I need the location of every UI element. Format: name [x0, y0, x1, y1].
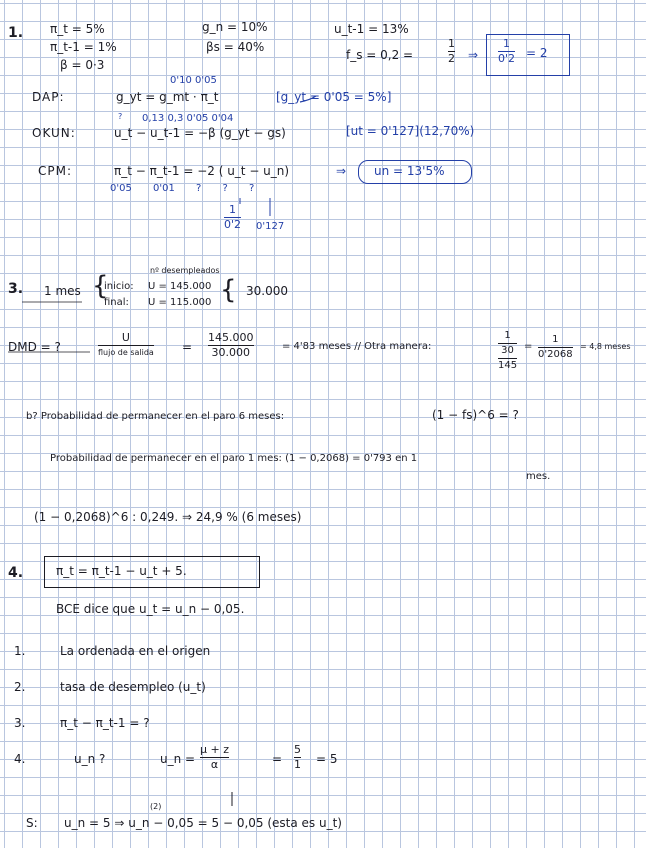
cpm-values: 0'05 0'01 ? ? ?	[110, 183, 255, 194]
item-number: 4.	[14, 752, 26, 766]
item4-lhs: u_n =	[160, 752, 196, 766]
item-text: u_n ?	[74, 752, 106, 766]
fraction-numerator: 1	[229, 203, 237, 216]
item4-fraction-2	[294, 744, 301, 771]
fraction-numerator: 1	[503, 37, 511, 50]
item4-fraction	[200, 744, 229, 771]
fraction-denominator: flujo de salida	[98, 348, 154, 357]
final-value: U = 115.000	[148, 297, 212, 308]
fs-half-fraction	[448, 38, 455, 65]
dap-label: DAP:	[32, 90, 65, 104]
item-text: π_t − π_t-1 = ?	[60, 716, 150, 730]
bce-statement: BCE dice que u_t = u_n − 0,05.	[56, 602, 245, 616]
prob-month-unit: mes.	[526, 471, 551, 482]
implies-arrow: ⇒	[468, 48, 479, 62]
equals-sign: =	[182, 340, 193, 354]
dap-equation: g_yt = g_mt · π_t	[116, 90, 219, 104]
alt-result: = 4,8 meses	[580, 342, 631, 351]
gn-value: g_n = 10%	[202, 20, 268, 34]
question-3-number: 3.	[8, 281, 24, 297]
fraction-denominator: 30	[501, 345, 514, 356]
final-calculation: (1 − 0,2068)^6 : 0,249. ⇒ 24,9 % (6 meses)	[34, 510, 302, 524]
fraction-numerator: μ + z	[200, 743, 229, 756]
fraction-numerator: 5	[294, 743, 301, 756]
fs-inverse-fraction	[498, 38, 515, 65]
item-number: 3.	[14, 716, 26, 730]
fraction-denominator: 30.000	[211, 346, 250, 359]
pi-t1-value: π_t-1 = 1%	[50, 40, 117, 54]
s-equation: u_n = 5 ⇒ u_n − 0,05 = 5 − 0,05 (esta es u_t)	[64, 816, 342, 830]
fraction-denominator: 0'2	[224, 218, 242, 231]
fraction-denominator: 1	[294, 758, 301, 771]
prob-one-month: Probabilidad de permanecer en el paro 1 mes: (1 − 0,2068) = 0'793 en 1	[50, 453, 418, 464]
fs-inverse-result: = 2	[526, 46, 548, 60]
fraction-denominator: 0'2	[498, 52, 516, 65]
item-number: 1.	[14, 644, 26, 658]
fraction-numerator: 1	[504, 330, 511, 341]
pi-t-value: π_t = 5%	[50, 22, 105, 36]
fraction-denominator: 0'2068	[538, 349, 573, 360]
fraction-numerator: 1	[448, 37, 455, 50]
ut1-value: u_t-1 = 13%	[334, 22, 409, 36]
item4-result: = 5	[316, 752, 338, 766]
cpm-under-value: 0'127	[256, 221, 285, 232]
implies-arrow: ⇒	[336, 164, 347, 178]
dmd-value-fraction	[208, 332, 254, 359]
boxed-equation: π_t = π_t-1 − u_t + 5.	[56, 564, 187, 578]
b-formula: (1 − fs)^6 = ?	[432, 408, 519, 422]
s-note: (2)	[150, 802, 162, 811]
item-text: tasa de desempleo (u_t)	[60, 680, 206, 694]
fraction-denominator: α	[210, 758, 219, 771]
dmd-label: DMD = ?	[8, 340, 61, 354]
fraction-numerator: U	[121, 331, 130, 344]
inicio-value: U = 145.000	[148, 281, 212, 292]
cpm-equation: π_t − π_t-1 = −2 ( u_t − u_n)	[114, 164, 290, 178]
dap-result: [g_yt = 0'05 = 5%]	[276, 90, 392, 104]
fraction-numerator: 1	[552, 334, 559, 345]
left-brace: {	[92, 271, 109, 301]
okun-result: [ut = 0'127](12,70%)	[346, 124, 475, 138]
question-4-number: 4.	[8, 565, 24, 581]
alt-fraction-b	[538, 334, 573, 361]
beta-small-value: βs = 40%	[206, 40, 265, 54]
alt-fraction-a	[498, 330, 517, 372]
dap-values-bottom: 0,13 0,3 0'05 0'04	[142, 113, 234, 124]
unemployed-note: nº desempleados	[150, 266, 220, 275]
fraction-numerator: 145.000	[208, 331, 254, 344]
cpm-result: un = 13'5%	[374, 164, 445, 178]
dmd-formula-fraction	[98, 332, 154, 359]
b-question: b? Probabilidad de permanecer en el paro 6 meses:	[26, 411, 285, 422]
fraction-denominator-2: 145	[498, 360, 518, 371]
equals-sign: =	[524, 341, 533, 352]
right-brace: {	[220, 275, 237, 305]
okun-label: OKUN:	[32, 126, 76, 140]
s-label: S:	[26, 816, 38, 830]
item-number: 2.	[14, 680, 26, 694]
question-1-number: 1.	[8, 25, 24, 41]
okun-equation: u_t − u_t-1 = −β (g_yt − gs)	[114, 126, 286, 140]
fraction-denominator: 2	[448, 52, 455, 65]
beta-value: β = 0·3	[60, 58, 105, 72]
final-label: final:	[104, 297, 129, 308]
fs-value: f_s = 0,2 =	[346, 48, 414, 62]
dap-question-mark: ?	[118, 112, 123, 121]
period-label: 1 mes	[44, 284, 81, 298]
flow-value: 30.000	[246, 284, 288, 298]
cpm-under-fraction	[224, 204, 241, 231]
cpm-down-ticks	[240, 198, 270, 216]
dmd-result: = 4'83 meses // Otra manera:	[282, 341, 432, 352]
cpm-label: CPM:	[38, 164, 73, 178]
item-text: La ordenada en el origen	[60, 644, 211, 658]
item4-mid: =	[272, 752, 283, 766]
dap-values-top: 0'10 0'05	[170, 75, 217, 86]
inicio-label: inicio:	[104, 281, 134, 292]
